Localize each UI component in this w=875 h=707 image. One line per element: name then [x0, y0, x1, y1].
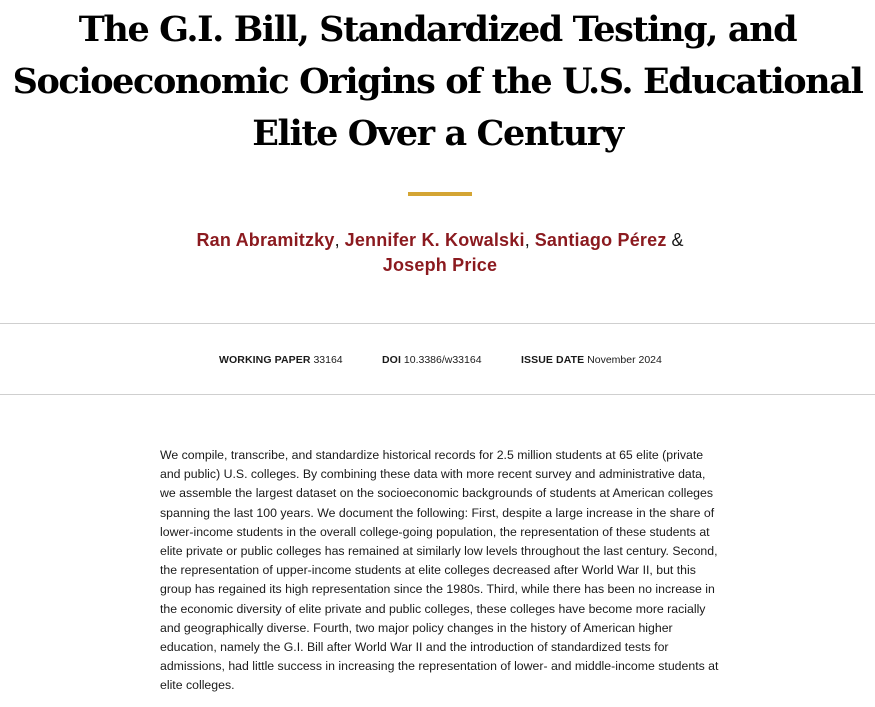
- paper-title: The G.I. Bill, Standardized Testing, and Socioeconomic Origins of the U.S. Educational Elite Over a Century: [12, 9, 863, 154]
- issue-date-meta: [521, 353, 662, 367]
- doi-value[interactable]: 10.3386/w33164: [403, 354, 482, 366]
- author-link-3[interactable]: Santiago Pérez: [534, 230, 667, 250]
- working-paper-label: WORKING PAPER: [219, 354, 311, 366]
- accent-divider: [408, 192, 472, 196]
- author-separator: ,: [524, 230, 535, 250]
- author-link-2[interactable]: Jennifer K. Kowalski: [344, 230, 525, 250]
- author-link-4[interactable]: Joseph Price: [382, 255, 498, 275]
- issue-date-label: ISSUE DATE: [521, 354, 585, 366]
- paper-metadata-bar: [0, 323, 875, 395]
- author-final-separator: &: [666, 230, 684, 250]
- working-paper-meta: [219, 353, 343, 367]
- author-list: [140, 228, 740, 278]
- author-separator: ,: [334, 230, 345, 250]
- issue-date-value: November 2024: [587, 354, 662, 366]
- author-link-1[interactable]: Ran Abramitzky: [196, 230, 335, 250]
- doi-meta: [382, 353, 482, 367]
- working-paper-number: 33164: [313, 354, 343, 366]
- abstract-text: We compile, transcribe, and standardize historical records for 2.5 million students at 65 elite (private and public) U.S. colleges. By combining these data with more recent survey and administrative data, we assemble the largest dataset on the socioeconomic backgrounds of students at American colleges spanning the last 100 years. We document the following: First, despite a large increase in the share of lower-income students in the overall college-going population, the representation of these students at elite private or public colleges has remained at similarly low levels throughout the last century. Second, the representation of upper-income students at elite colleges decreased after World War II, but this group has regained its high representation since the 1980s. Third, while there has been no increase in the economic diversity of elite private and public colleges, these colleges have become more racially and geographically diverse. Fourth, two major policy changes in the history of American higher education, namely the G.I. Bill after World War II and the introduction of standardized tests for admissions, had little success in increasing the representation of lower- and middle-income students at elite colleges.: [160, 448, 719, 693]
- doi-label: DOI: [382, 354, 401, 366]
